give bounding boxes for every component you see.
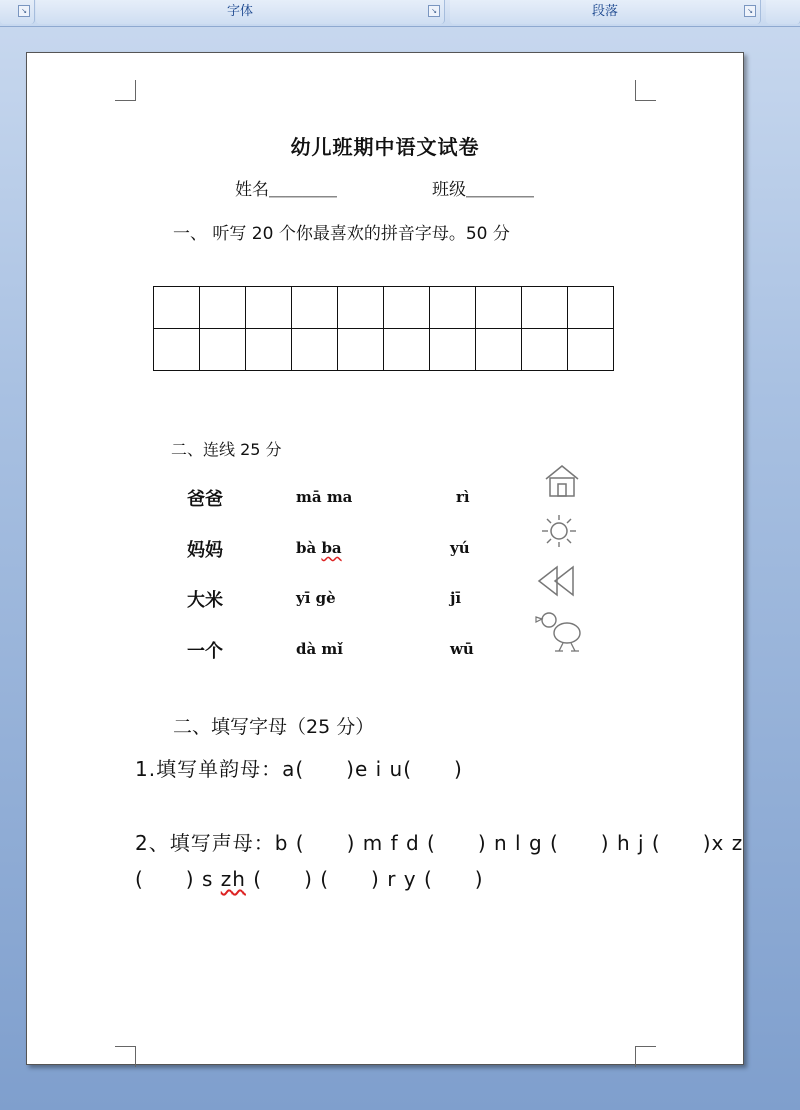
ribbon-group-clipboard	[0, 0, 35, 24]
ribbon-bar	[0, 0, 800, 27]
match-word: 一个	[187, 641, 223, 662]
fill-line-3	[135, 863, 484, 892]
match-word: 大米	[187, 590, 223, 611]
ribbon-group-label: 字体	[226, 4, 253, 19]
chicken-icon	[533, 608, 589, 654]
question-1: 一、 听写 20 个你最喜欢的拼音字母。50 分	[173, 224, 510, 244]
ribbon-group-label: 段落	[591, 4, 618, 19]
house-icon	[542, 463, 582, 499]
fill-part: ( ) ( ) r y ( )	[245, 867, 484, 891]
match-word: 爸爸	[187, 489, 223, 510]
fill-line-2: 2、填写声母：b ( ) m f d ( ) n l g ( ) h j ( )x z	[135, 831, 744, 855]
match-pinyin: mā ma	[296, 488, 353, 506]
match-pinyin-right: jī	[450, 589, 462, 607]
grid-cell	[154, 287, 200, 329]
fill-line-1: 1.填写单韵母：a( )e i u( )	[135, 757, 463, 781]
match-pinyin-right: rì	[456, 488, 470, 506]
grid-cell	[522, 287, 568, 329]
margin-marker	[115, 80, 136, 101]
question-2: 二、连线 25 分	[171, 440, 282, 459]
name-field-label: 姓名＿＿＿＿	[235, 180, 337, 200]
ribbon-group-font	[36, 0, 445, 24]
grid-cell	[154, 329, 200, 371]
pinyin-part: bà	[296, 539, 322, 557]
match-pinyin-right: wū	[450, 640, 474, 658]
grid-cell	[384, 329, 430, 371]
writing-grid	[153, 286, 614, 371]
grid-cell	[476, 287, 522, 329]
ribbon-group-styles	[766, 0, 800, 24]
grid-cell	[246, 287, 292, 329]
grid-cell	[292, 287, 338, 329]
fill-part: ( ) s	[135, 867, 221, 891]
fish-icon	[535, 563, 579, 599]
grid-cell	[292, 329, 338, 371]
grid-cell	[568, 287, 614, 329]
fill-part-spellcheck: zh	[220, 867, 246, 891]
font-dialog-launcher-icon[interactable]: ↘	[428, 5, 440, 17]
grid-cell	[384, 287, 430, 329]
grid-cell	[568, 329, 614, 371]
document-title: 幼儿班期中语文试卷	[290, 135, 480, 159]
match-pinyin: yī gè	[296, 589, 336, 607]
sun-icon	[539, 513, 579, 549]
class-field-label: 班级＿＿＿＿	[432, 180, 534, 200]
margin-marker	[635, 1046, 656, 1067]
grid-cell	[430, 329, 476, 371]
pinyin-part-spellcheck: ba	[321, 539, 342, 557]
grid-cell	[200, 287, 246, 329]
match-pinyin: dà mǐ	[296, 640, 343, 658]
match-word: 妈妈	[187, 540, 223, 561]
grid-cell	[338, 287, 384, 329]
dialog-launcher-icon[interactable]: ↘	[18, 5, 30, 17]
grid-cell	[246, 329, 292, 371]
grid-cell	[476, 329, 522, 371]
grid-cell	[338, 329, 384, 371]
margin-marker	[635, 80, 656, 101]
question-3: 二、填写字母（25 分）	[173, 716, 375, 738]
paragraph-dialog-launcher-icon[interactable]: ↘	[744, 5, 756, 17]
ribbon-group-paragraph	[450, 0, 761, 24]
margin-marker	[115, 1046, 136, 1067]
grid-cell	[522, 329, 568, 371]
match-pinyin	[296, 539, 342, 557]
grid-cell	[430, 287, 476, 329]
match-pinyin-right: yú	[450, 539, 470, 557]
document-page[interactable]	[26, 52, 744, 1065]
grid-cell	[200, 329, 246, 371]
